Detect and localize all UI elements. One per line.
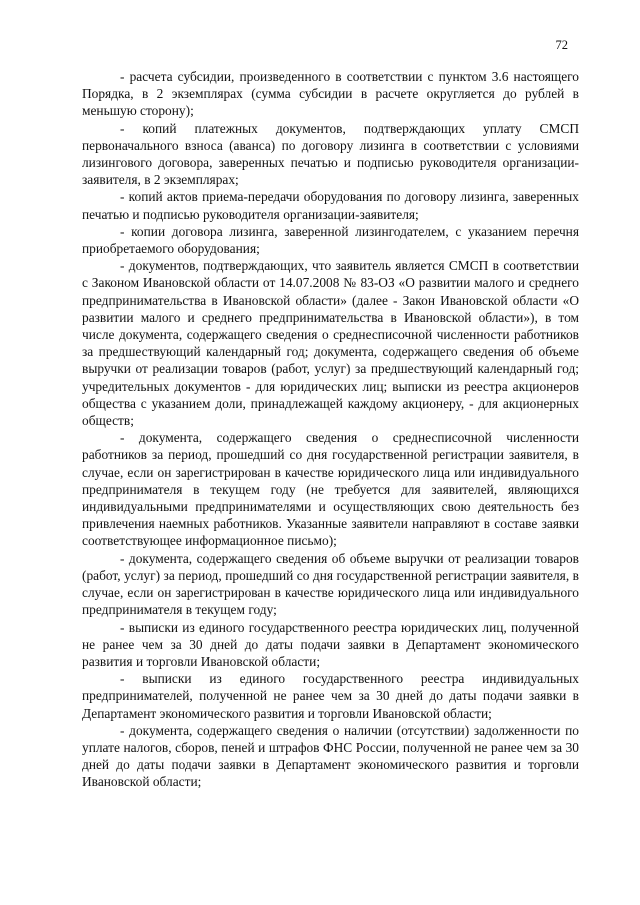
- list-item: - расчета субсидии, произведенного в соответствии с пунктом 3.6 настоящего Порядка, в 2 экземплярах (сумма субсидии в расчете округляется до рублей в меньшую сторону);: [82, 69, 579, 119]
- list-item: - документов, подтверждающих, что заявитель является СМСП в соответствии с Законом Ивановской области от 14.07.2008 № 83-ОЗ «О развитии малого и среднего предпринимательства в Ивановской области» (далее - Закон Ивановской области «О развитии малого и среднего предпринимательства в Ивановской области»), в том числе документа, содержащего сведения о среднесписочной численности работников за предшествующий календарный год; документа, содержащего сведения об объеме выручки от реализации товаров (работ, услуг) за предшествующий календарный год; учредительных документов - для юридических лиц; выписки из реестра акционеров общества с указанием доли, принадлежащей каждому акционеру, - для акционерных обществ;: [82, 258, 579, 429]
- list-item: - выписки из единого государственного реестра юридических лиц, полученной не ранее чем за 30 дней до даты подачи заявки в Департамент экономического развития и торговли Ивановской области;: [82, 619, 579, 669]
- list-item: - выписки из единого государственного реестра индивидуальных предпринимателей, полученной не ранее чем за 30 дней до даты подачи заявки в Департамент экономического развития и торговли Ивановской области;: [82, 671, 579, 721]
- page-number: 72: [555, 38, 568, 52]
- list-item: - копий актов приема-передачи оборудования по договору лизинга, заверенных печатью и подписью руководителя организации-заявителя;: [82, 189, 579, 222]
- list-item: - документа, содержащего сведения об объеме выручки от реализации товаров (работ, услуг) за период, прошедший со дня государственной регистрации заявителя, в случае, если он зарегистрирован в качестве юридического лица или индивидуального предпринимателя в текущем году;: [82, 550, 579, 618]
- list-item: - копий платежных документов, подтверждающих уплату СМСП первоначального взноса (аванса) по договору лизинга в соответствии с условиями лизингового договора, заверенных печатью и подписью руководителя организации-заявителя, в 2 экземплярах;: [82, 120, 579, 188]
- list-item: - документа, содержащего сведения о среднесписочной численности работников за период, прошедший со дня государственной регистрации заявителя, в случае, если он зарегистрирован в качестве юридического лица или индивидуального предпринимателя в текущем году (не требуется для заявителей, являющихся индивидуальными предпринимателями и осуществляющих свою деятельность без привлечения наемных работников. Указанные заявители направляют в составе заявки соответствующее информационное письмо);: [82, 430, 579, 549]
- list-item: - документа, содержащего сведения о наличии (отсутствии) задолженности по уплате налогов, сборов, пеней и штрафов ФНС России, полученной не ранее чем за 30 дней до даты подачи заявки в Департамент экономического развития и торговли Ивановской области;: [82, 722, 579, 790]
- list-item: - копии договора лизинга, заверенной лизингодателем, с указанием перечня приобретаемого оборудования;: [82, 223, 579, 257]
- document-body: [82, 68, 579, 791]
